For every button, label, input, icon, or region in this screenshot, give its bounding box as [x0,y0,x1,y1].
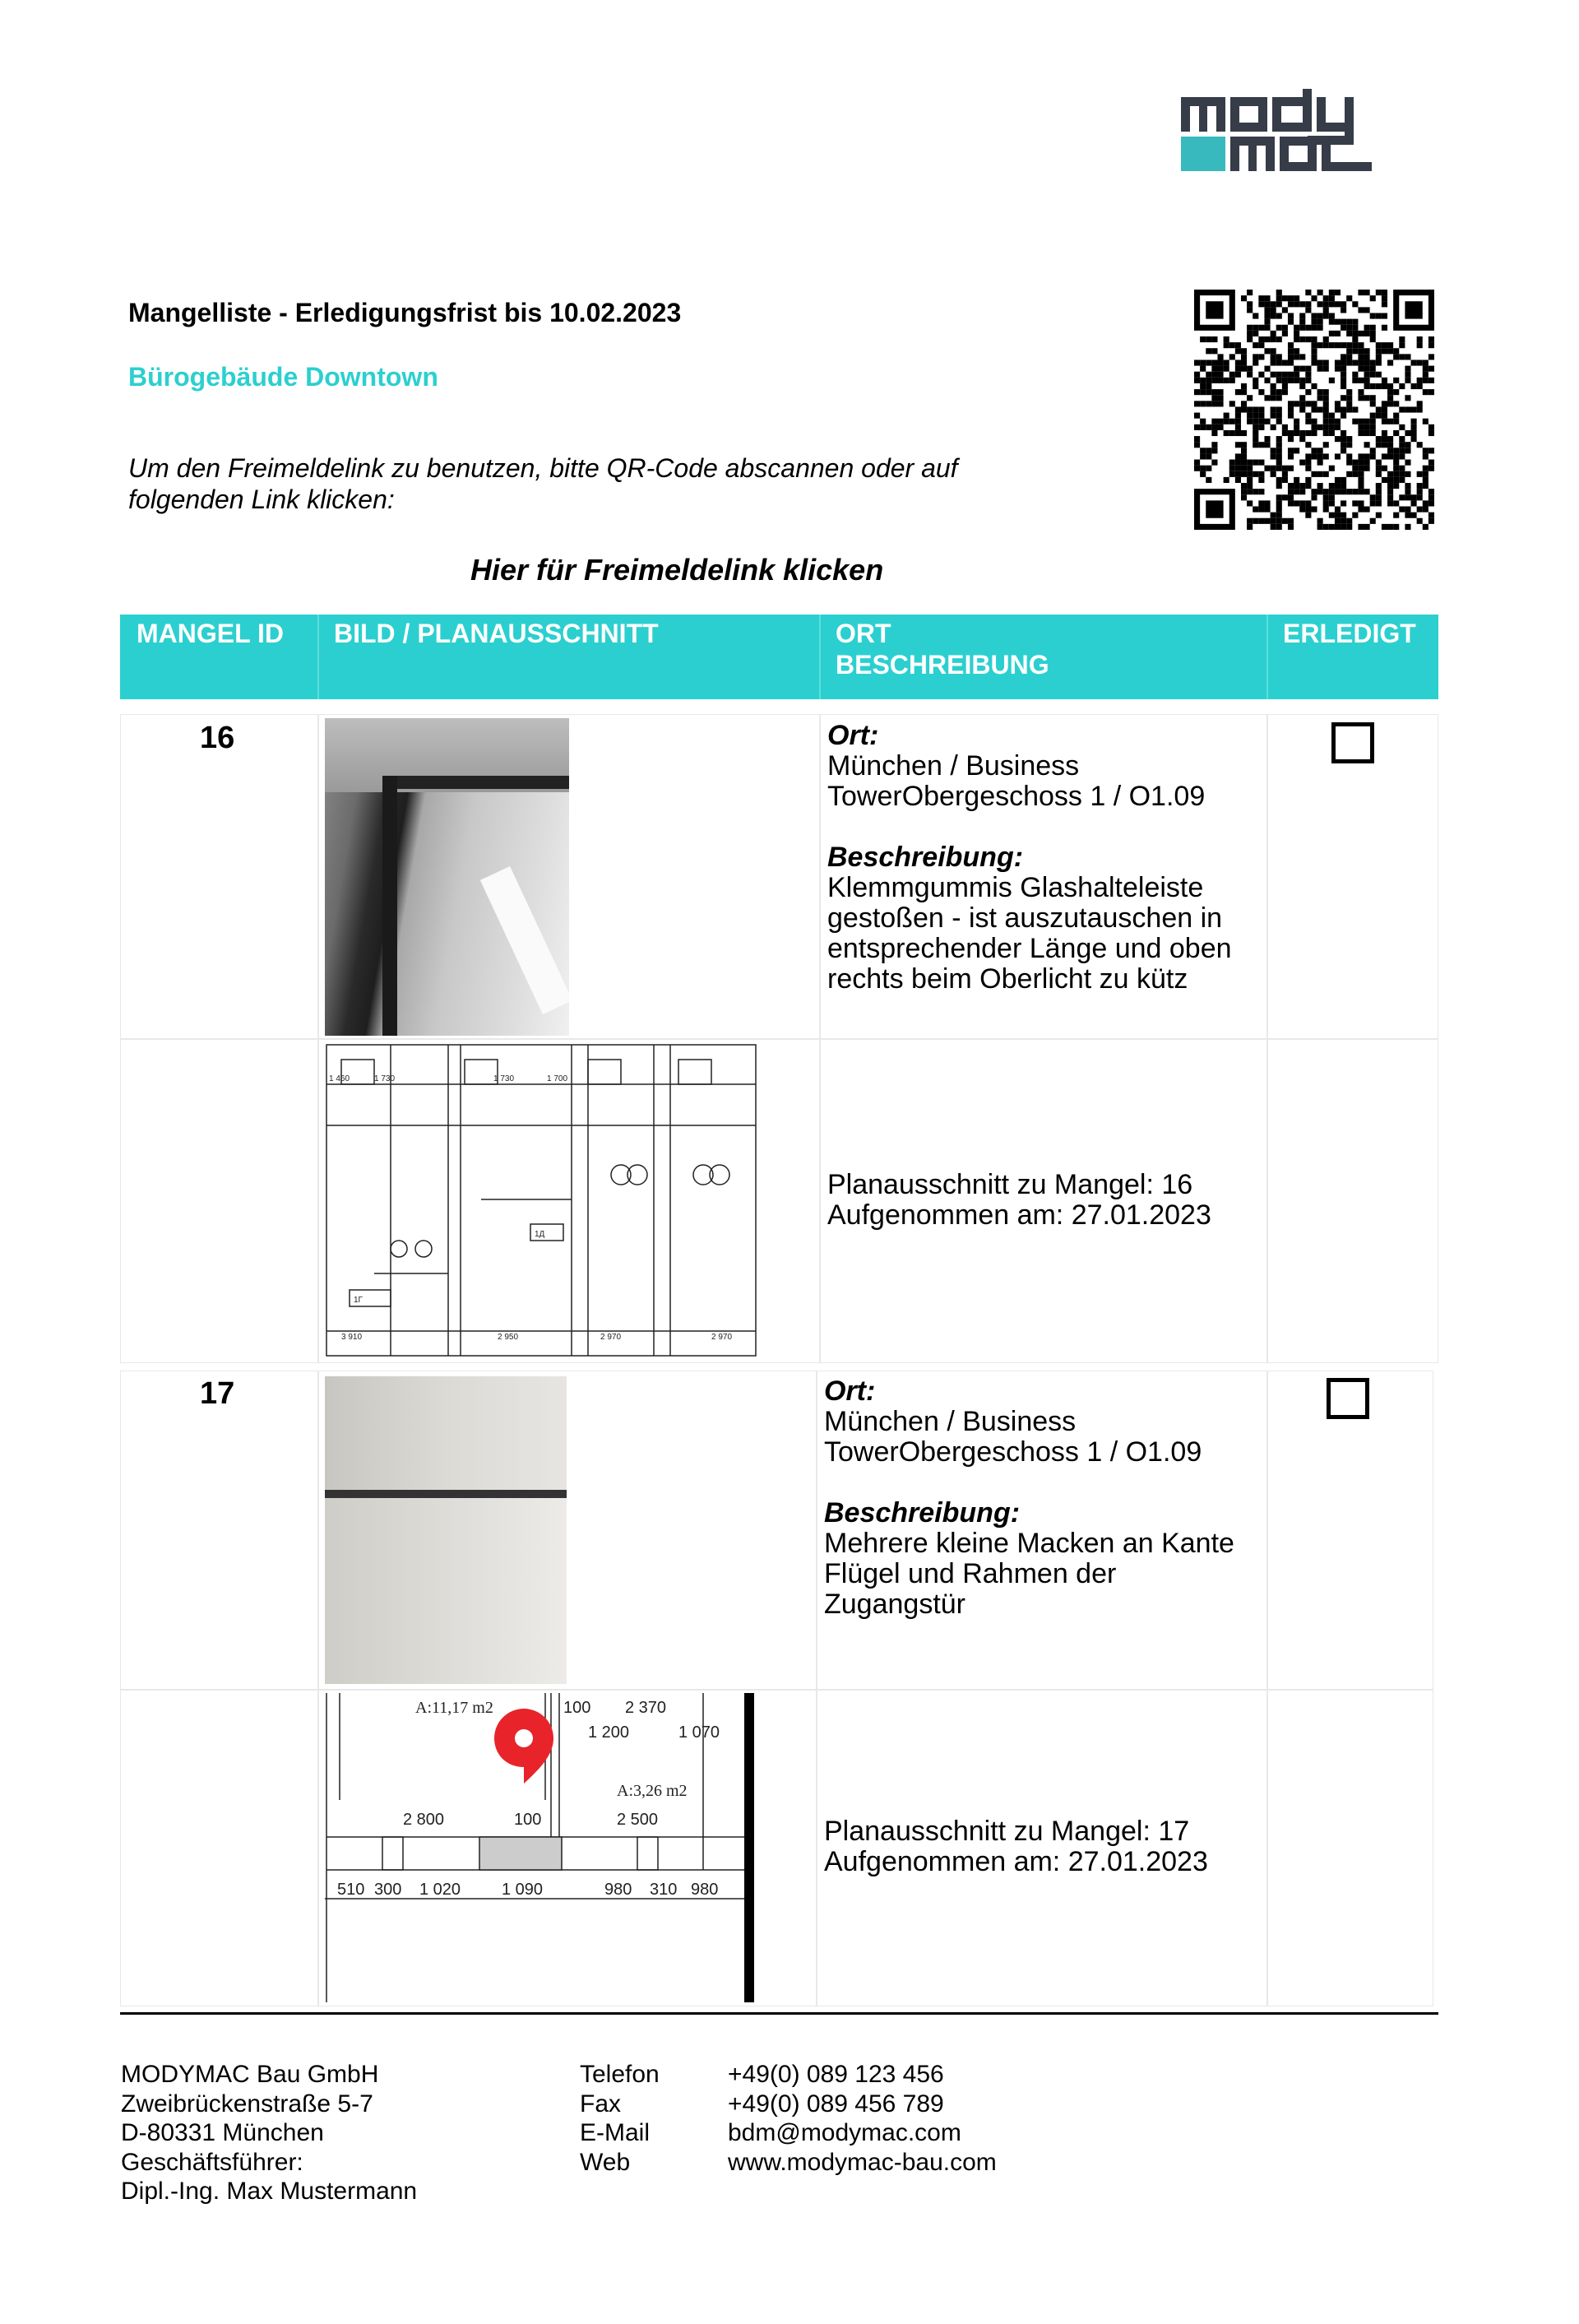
phone-value: +49(0) 089 123 456 [728,2061,944,2088]
erledigt-checkbox[interactable] [1327,1378,1369,1419]
plan-excerpt[interactable] [325,1693,754,2002]
footer-divider [120,2012,1438,2015]
defect-photo[interactable] [325,1376,567,1684]
qr-code[interactable] [1192,290,1437,530]
project-name: Bürogebäude Downtown [128,362,438,392]
company-name: MODYMAC Bau GmbH [121,2061,379,2088]
fax-value: +49(0) 089 456 789 [728,2090,944,2118]
plan-caption [824,1816,1208,1877]
fax-label: Fax [580,2090,622,2118]
svg-text:2 970: 2 970 [600,1333,622,1342]
web-link[interactable]: www.modymac-bau.com [728,2148,997,2176]
svg-text:100: 100 [563,1699,591,1717]
svg-text:A:11,17 m2: A:11,17 m2 [415,1699,493,1717]
web-label: Web [580,2148,631,2176]
svg-text:510: 510 [337,1881,365,1899]
mangel-id: 17 [200,1376,235,1411]
ort-description-cell [824,1376,1252,1620]
plan-caption [827,1170,1211,1231]
company-city: D-80331 München [121,2119,324,2146]
footer-contact-labels [580,2060,660,2177]
svg-text:1Г: 1Г [354,1296,363,1305]
email-label: E-Mail [580,2119,651,2146]
ort-value: München / Business TowerObergeschoss 1 / O1.09 [824,1406,1202,1468]
modymac-logo [1181,89,1372,174]
defect-photo[interactable] [325,718,569,1036]
svg-text:310: 310 [650,1881,678,1899]
col-beschreibung: BESCHREIBUNG [836,650,1049,680]
footer-company [121,2060,417,2206]
svg-text:2 370: 2 370 [625,1699,667,1717]
email-link[interactable]: bdm@modymac.com [728,2119,961,2146]
footer-contact-values [728,2060,997,2177]
svg-text:1 020: 1 020 [419,1881,461,1899]
managing-director-label: Geschäftsführer: [121,2148,303,2176]
plan-caption-text: Planausschnitt zu Mangel: 17 [824,1816,1190,1847]
table-header [120,615,1438,699]
svg-text:2 970: 2 970 [711,1333,733,1342]
freimelde-link[interactable]: Hier für Freimeldelink klicken [470,553,884,587]
svg-text:980: 980 [604,1881,632,1899]
svg-text:1 200: 1 200 [588,1723,630,1742]
ort-value: München / Business TowerObergeschoss 1 / O1.09 [827,750,1206,812]
svg-text:1 730: 1 730 [493,1074,515,1083]
svg-text:2 500: 2 500 [617,1811,659,1829]
svg-text:100: 100 [514,1811,542,1829]
company-street: Zweibrückenstraße 5-7 [121,2090,373,2118]
svg-text:1Д: 1Д [535,1230,545,1239]
col-ort: ORT [836,619,891,648]
mangel-id: 16 [200,721,235,755]
svg-text:300: 300 [374,1881,402,1899]
col-erledigt: ERLEDIGT [1283,619,1416,648]
svg-text:1 090: 1 090 [502,1881,544,1899]
svg-text:1 700: 1 700 [547,1074,568,1083]
ort-label: Ort: [824,1375,876,1407]
col-bild: BILD / PLANAUSSCHNITT [334,619,659,648]
recorded-date: Aufgenommen am: 27.01.2023 [827,1199,1211,1231]
recorded-date: Aufgenommen am: 27.01.2023 [824,1846,1208,1877]
beschreibung-label: Beschreibung: [827,842,1024,873]
erledigt-checkbox[interactable] [1331,722,1374,763]
svg-text:1 460: 1 460 [329,1074,350,1083]
svg-text:A:3,26 m2: A:3,26 m2 [617,1782,688,1800]
svg-text:1 730: 1 730 [374,1074,396,1083]
plan-caption-text: Planausschnitt zu Mangel: 16 [827,1169,1193,1200]
managing-director: Dipl.-Ing. Max Mustermann [121,2178,418,2205]
beschreibung-value: Klemmgummis Glashalteleiste gestoßen - ist auszutauschen in entsprechender Länge und oben rechts beim Oberlicht zu kütz [827,872,1232,995]
phone-label: Telefon [580,2061,660,2088]
svg-text:2 800: 2 800 [403,1811,445,1829]
beschreibung-value: Mehrere kleine Macken an Kante Flügel und Rahmen der Zugangstür [824,1528,1234,1620]
intro-text: Um den Freimeldelink zu benutzen, bitte QR-Code abscannen oder auf folgenden Link klicken: [128,453,958,514]
svg-text:3 910: 3 910 [341,1333,363,1342]
svg-text:1 070: 1 070 [678,1723,720,1742]
ort-label: Ort: [827,720,879,751]
document-title: Mangelliste - Erledigungsfrist bis 10.02.2023 [128,298,682,327]
plan-excerpt[interactable] [325,1043,757,1357]
col-mangel-id: MANGEL ID [137,619,284,648]
beschreibung-label: Beschreibung: [824,1497,1021,1528]
ort-description-cell [827,721,1255,995]
svg-text:2 950: 2 950 [498,1333,519,1342]
svg-text:980: 980 [691,1881,719,1899]
